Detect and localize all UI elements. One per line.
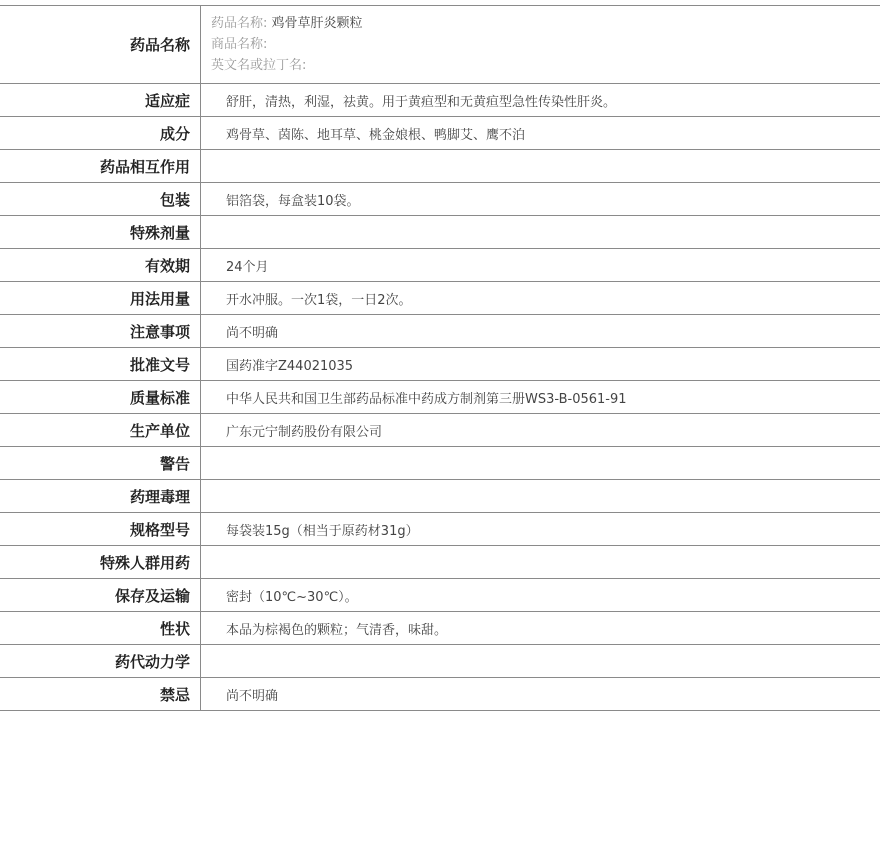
spec-label: 用法用量 (0, 282, 201, 314)
spec-label: 成分 (0, 117, 201, 149)
spec-label: 警告 (0, 447, 201, 479)
drug-spec-table (0, 5, 880, 711)
spec-label: 特殊剂量 (0, 216, 201, 248)
spec-value: 每袋装15g（相当于原药材31g） (226, 523, 419, 539)
spec-row (0, 678, 880, 711)
spec-label: 包装 (0, 183, 201, 215)
spec-value: 鸡骨草、茵陈、地耳草、桃金娘根、鸭脚艾、鹰不泊 (226, 127, 526, 143)
name-key: 商品名称: (211, 36, 268, 52)
spec-label: 禁忌 (0, 678, 201, 710)
spec-value: 24个月 (226, 259, 269, 275)
name-key: 英文名或拉丁名: (211, 57, 307, 73)
spec-row (0, 645, 880, 678)
spec-label: 质量标准 (0, 381, 201, 413)
drug-name-line (211, 15, 363, 33)
spec-row (0, 183, 880, 216)
trade-name-line (211, 36, 267, 54)
spec-label: 生产单位 (0, 414, 201, 446)
spec-row (0, 381, 880, 414)
spec-row (0, 546, 880, 579)
spec-row (0, 249, 880, 282)
spec-row (0, 480, 880, 513)
spec-label: 药品相互作用 (0, 150, 201, 182)
spec-value (201, 480, 880, 512)
name-value: 鸡骨草肝炎颗粒 (271, 15, 363, 31)
spec-value (201, 447, 880, 479)
spec-value: 尚不明确 (226, 688, 279, 704)
spec-label: 注意事项 (0, 315, 201, 347)
spec-value (201, 216, 880, 248)
spec-row (0, 579, 880, 612)
spec-value: 尚不明确 (226, 325, 279, 341)
spec-row (0, 216, 880, 249)
drug-name-block (201, 6, 880, 83)
spec-value: 密封（10℃~30℃）。 (226, 589, 358, 605)
spec-row (0, 315, 880, 348)
spec-value: 国药准字Z44021035 (226, 358, 354, 374)
spec-row (0, 117, 880, 150)
spec-label: 规格型号 (0, 513, 201, 545)
spec-row (0, 84, 880, 117)
spec-value: 广东元宁制药股份有限公司 (226, 424, 383, 440)
spec-label: 特殊人群用药 (0, 546, 201, 578)
spec-value (201, 150, 880, 182)
spec-row (0, 513, 880, 546)
spec-value (201, 546, 880, 578)
spec-label: 药代动力学 (0, 645, 201, 677)
spec-label: 性状 (0, 612, 201, 644)
spec-value: 中华人民共和国卫生部药品标准中药成方制剂第三册WS3-B-0561-91 (226, 391, 627, 407)
spec-label: 适应症 (0, 84, 201, 116)
spec-row (0, 150, 880, 183)
spec-row-drug-name (0, 6, 880, 84)
spec-row (0, 612, 880, 645)
spec-row (0, 447, 880, 480)
spec-value: 铝箔袋，每盒装10袋。 (226, 193, 360, 209)
spec-value: 舒肝，清热，利湿，祛黄。用于黄疸型和无黄疸型急性传染性肝炎。 (226, 94, 617, 110)
spec-value (201, 645, 880, 677)
spec-row (0, 348, 880, 381)
spec-label: 批准文号 (0, 348, 201, 380)
spec-row (0, 414, 880, 447)
spec-label: 有效期 (0, 249, 201, 281)
spec-value: 开水冲服。一次1袋，一日2次。 (226, 292, 412, 308)
spec-label: 保存及运输 (0, 579, 201, 611)
spec-label: 药品名称 (0, 6, 201, 83)
spec-value: 本品为棕褐色的颗粒；气清香，味甜。 (226, 622, 448, 638)
name-key: 药品名称: (211, 15, 268, 31)
spec-label: 药理毒理 (0, 480, 201, 512)
spec-row (0, 282, 880, 315)
latin-name-line (211, 57, 306, 75)
spec-rows (0, 84, 880, 711)
